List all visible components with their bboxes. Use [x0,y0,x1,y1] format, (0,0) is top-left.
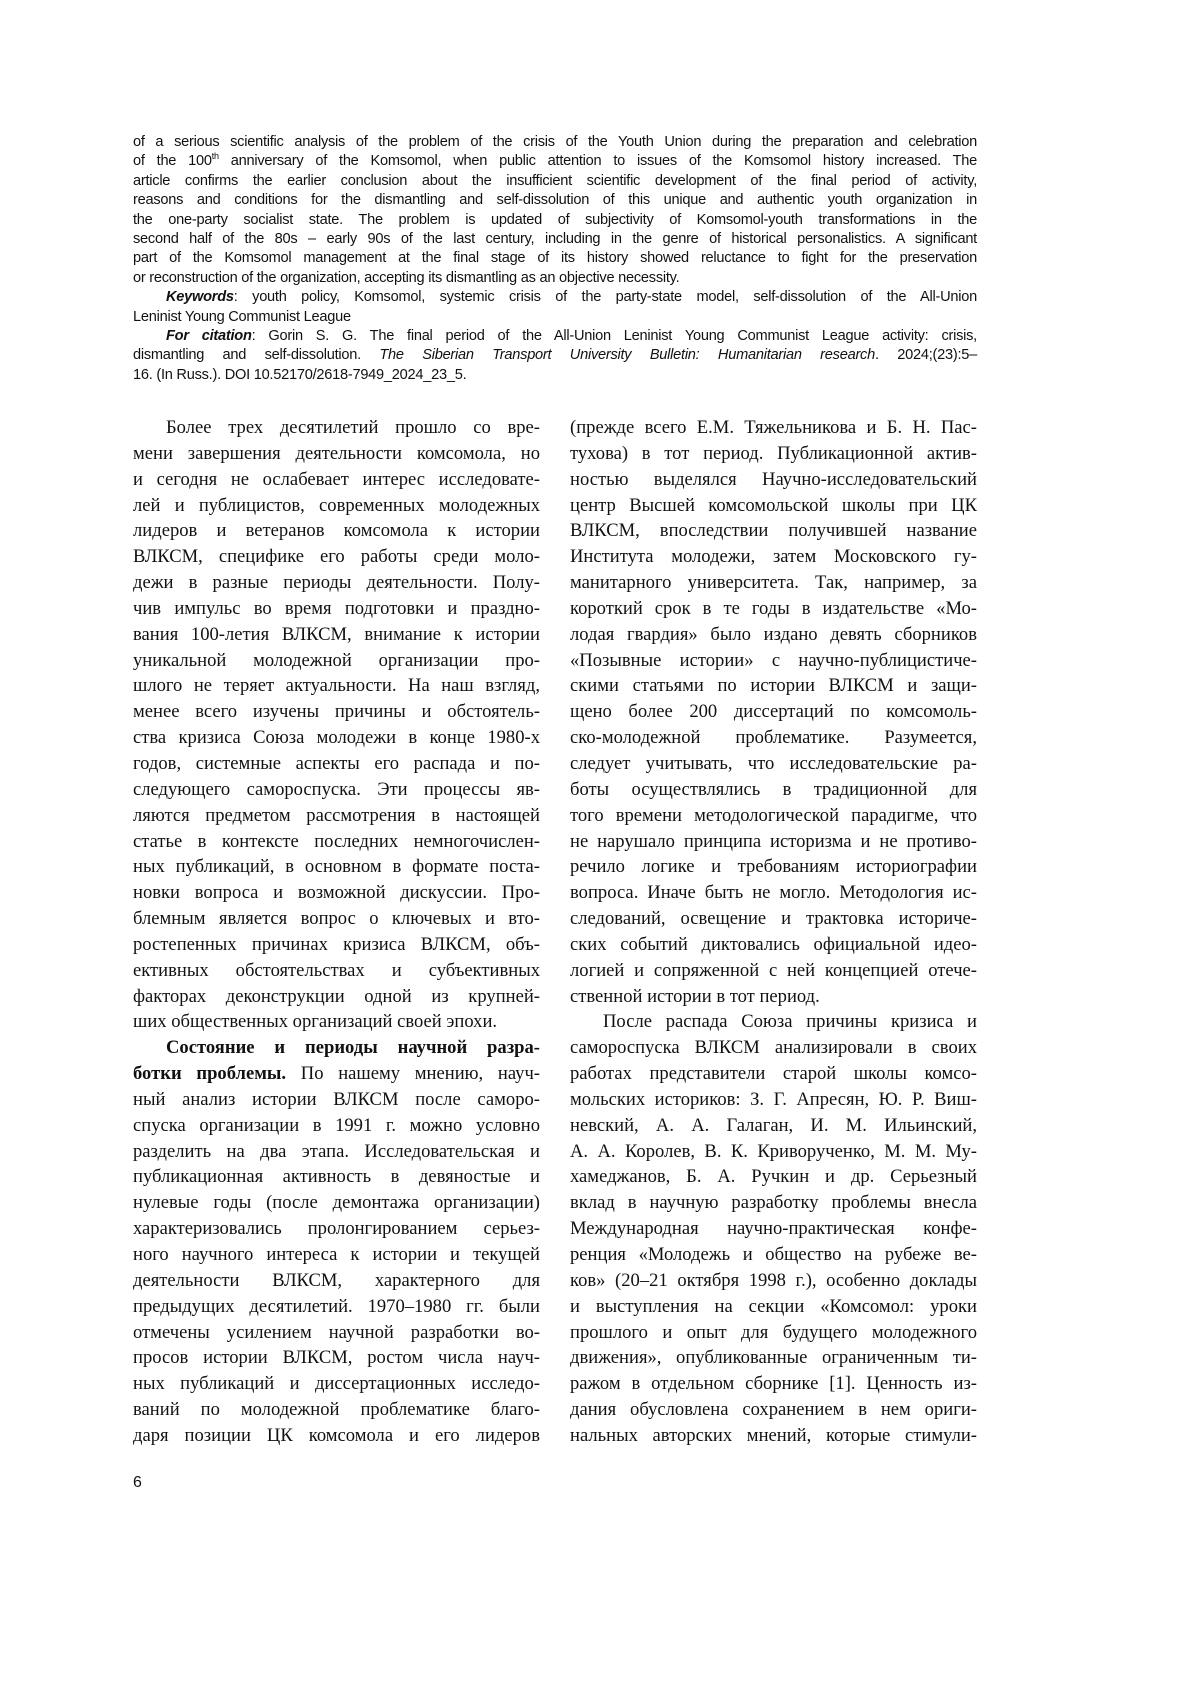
body-text: По нашему мнению, науч- [286,1063,540,1084]
body-line: новки вопроса и возможной дискуссии. Про- [133,880,540,906]
abstract [133,133,977,385]
citation-text: : Gorin S. G. The final period of the All-Union Leninist Young Communist League activity: crisis, [252,328,977,344]
body-line: ших общественных организаций своей эпохи. [133,1009,540,1035]
body-line: логией и сопряженной с ней концепцией отече- [570,958,977,984]
abstract-text: anniversary of the Komsomol, when public attention to issues of the Komsomol history increased. The [219,153,977,169]
section-heading: Состояние и периоды научной разра- [133,1035,540,1061]
citation-line: 16. (In Russ.). DOI 10.52170/2618-7949_2024_23_5. [133,366,977,385]
body-line: мени завершения деятельности комсомола, но [133,441,540,467]
body-line [133,1061,540,1087]
abstract-line: the one-party socialist state. The problem is updated of subjectivity of Komsomol-youth transformations in the [133,211,977,230]
body-line: лей и публицистов, современных молодежных [133,493,540,519]
page-number: 6 [133,1474,142,1492]
body-line: «Позывные истории» с научно-публицистиче- [570,648,977,674]
body-line: деятельности ВЛКСМ, характерного для [133,1268,540,1294]
body-line: центр Высшей комсомольской школы при ЦК [570,493,977,519]
body-line: и сегодня не ослабевает интерес исследовате- [133,467,540,493]
body-line: ражом в отдельном сборнике [1]. Ценность из- [570,1371,977,1397]
citation-text: dismantling and self-dissolution. [133,347,379,363]
body-line: манитарного университета. Так, например, за [570,570,977,596]
abstract-line: or reconstruction of the organization, accepting its dismantling as an objective necessity. [133,269,977,288]
body-line: ваний по молодежной проблематике благо- [133,1397,540,1423]
body-line: нальных авторских мнений, которые стимули- [570,1423,977,1449]
keywords-label: Keywords [166,289,234,305]
body-line: Более трех десятилетий прошло со вре- [133,415,540,441]
body-line: работах представители старой школы комсо- [570,1061,977,1087]
body-line: ско-молодежной проблематике. Разумеется, [570,725,977,751]
body-line: невский, А. А. Галаган, И. М. Ильинский, [570,1113,977,1139]
body-column-left [133,415,540,1449]
body-line: ностью выделялся Научно-исследовательский [570,467,977,493]
citation-journal: The Siberian Transport University Bulletin: Humanitarian research [379,347,875,363]
body-line: ного научного интереса к истории и текущей [133,1242,540,1268]
body-line: предыдущих десятилетий. 1970–1980 гг. были [133,1294,540,1320]
body-line: вклад в научную разработку проблемы внесла [570,1190,977,1216]
body-line: самороспуска ВЛКСМ анализировали в своих [570,1035,977,1061]
body-line: следует учитывать, что исследовательские ра- [570,751,977,777]
body-line: дания обусловлена сохранением в нем ориги- [570,1397,977,1423]
body-line: характеризовались пролонгированием серьез- [133,1216,540,1242]
body-line: следований, освещение и трактовка историче- [570,906,977,932]
body-line: ственной истории в тот период. [570,984,977,1010]
body-line: прошлого и опыт для будущего молодежного [570,1320,977,1346]
body-line: лидеров и ветеранов комсомола к истории [133,518,540,544]
body-line: шлого не теряет актуальности. На наш взгляд, [133,673,540,699]
body-line: просов истории ВЛКСМ, ростом числа науч- [133,1345,540,1371]
body-line: чив импульс во время подготовки и праздно- [133,596,540,622]
section-heading: ботки проблемы. [133,1063,286,1084]
body-line: статье в контексте последних немногочислен- [133,829,540,855]
keywords-text: : youth policy, Komsomol, systemic crisis of the party-state model, self-dissolution of the All-Union [234,289,977,305]
body-line: лодая гвардия» было издано девять сборников [570,622,977,648]
body-line: После распада Союза причины кризиса и [570,1009,977,1035]
body-line: разделить на два этапа. Исследовательская и [133,1139,540,1165]
body-line: ных публикаций, в основном в формате поста- [133,854,540,880]
body-line: годов, системные аспекты его распада и по- [133,751,540,777]
citation-text: . 2024;(23):5– [875,347,977,363]
body-line: ный анализ истории ВЛКСМ после саморо- [133,1087,540,1113]
body-line: щено более 200 диссертаций по комсомоль- [570,699,977,725]
citation-label: For citation [166,328,252,344]
keywords-line [133,288,977,307]
citation-line [133,327,977,346]
body-line: А. А. Королев, В. К. Криворученко, М. М. Му- [570,1139,977,1165]
body-line: движения», опубликованные ограниченным ти- [570,1345,977,1371]
body-line: не нарушало принципа историзма и не противо- [570,829,977,855]
body-line: дежи в разные периоды деятельности. Полу- [133,570,540,596]
abstract-line: article confirms the earlier conclusion about the insufficient scientific development of the final period of activity, [133,172,977,191]
body-line: следующего самороспуска. Эти процессы яв- [133,777,540,803]
body-line: публикационная активность в девяностые и [133,1164,540,1190]
abstract-line: reasons and conditions for the dismantling and self-dissolution of this unique and authentic youth organization in [133,191,977,210]
body-line: ренция «Молодежь и общество на рубеже ве- [570,1242,977,1268]
keywords-line: Leninist Young Communist League [133,308,977,327]
body-line: речило логике и требованиям историографии [570,854,977,880]
body-line: ективных обстоятельствах и субъективных [133,958,540,984]
body-line: боты осуществлялись в традиционной для [570,777,977,803]
body-line: скими статьями по истории ВЛКСМ и защи- [570,673,977,699]
body-line: вопроса. Иначе быть не могло. Методология ис- [570,880,977,906]
body-line: Международная научно-практическая конфе- [570,1216,977,1242]
abstract-line: of a serious scientific analysis of the problem of the crisis of the Youth Union during the preparation and celebration [133,133,977,152]
body-line: короткий срок в те годы в издательстве «Мо- [570,596,977,622]
body-line: ков» (20–21 октября 1998 г.), особенно доклады [570,1268,977,1294]
body-line: ляются предметом рассмотрения в настоящей [133,803,540,829]
body-line: (прежде всего Е.М. Тяжельникова и Б. Н. Пас- [570,415,977,441]
body-line: мольских историков: З. Г. Апресян, Ю. Р. Виш- [570,1087,977,1113]
body-line: ростепенных причинах кризиса ВЛКСМ, объ- [133,932,540,958]
body-line: нулевые годы (после демонтажа организации) [133,1190,540,1216]
abstract-text: of the 100 [133,153,212,169]
body-line: того времени методологической парадигме, что [570,803,977,829]
superscript: th [212,152,219,162]
body-line: ных публикаций и диссертационных исследо- [133,1371,540,1397]
body-line: отмечены усилением научной разработки во- [133,1320,540,1346]
body-line: вания 100-летия ВЛКСМ, внимание к истории [133,622,540,648]
abstract-line: part of the Komsomol management at the final stage of its history showed reluctance to fight for the preservation [133,249,977,268]
citation-line [133,346,977,365]
body-line: хамеджанов, Б. А. Ручкин и др. Серьезный [570,1164,977,1190]
body-line: даря позиции ЦК комсомола и его лидеров [133,1423,540,1449]
body-line: тухова) в тот период. Публикационной актив- [570,441,977,467]
body-column-right [570,415,977,1449]
body-line: блемным является вопрос о ключевых и вто- [133,906,540,932]
body-line: уникальной молодежной организации про- [133,648,540,674]
body-line: ВЛКСМ, специфике его работы среди моло- [133,544,540,570]
abstract-line [133,152,977,171]
body-line: ских событий диктовались официальной идео- [570,932,977,958]
abstract-line: second half of the 80s – early 90s of the last century, including in the genre of historical personalistics. A significant [133,230,977,249]
body-line: ВЛКСМ, впоследствии получившей название [570,518,977,544]
body-line: факторах деконструкции одной из крупней- [133,984,540,1010]
body-line: менее всего изучены причины и обстоятель- [133,699,540,725]
body-line: ства кризиса Союза молодежи в конце 1980-х [133,725,540,751]
body-line: спуска организации в 1991 г. можно условно [133,1113,540,1139]
body-line: Института молодежи, затем Московского гу- [570,544,977,570]
body-line: и выступления на секции «Комсомол: уроки [570,1294,977,1320]
